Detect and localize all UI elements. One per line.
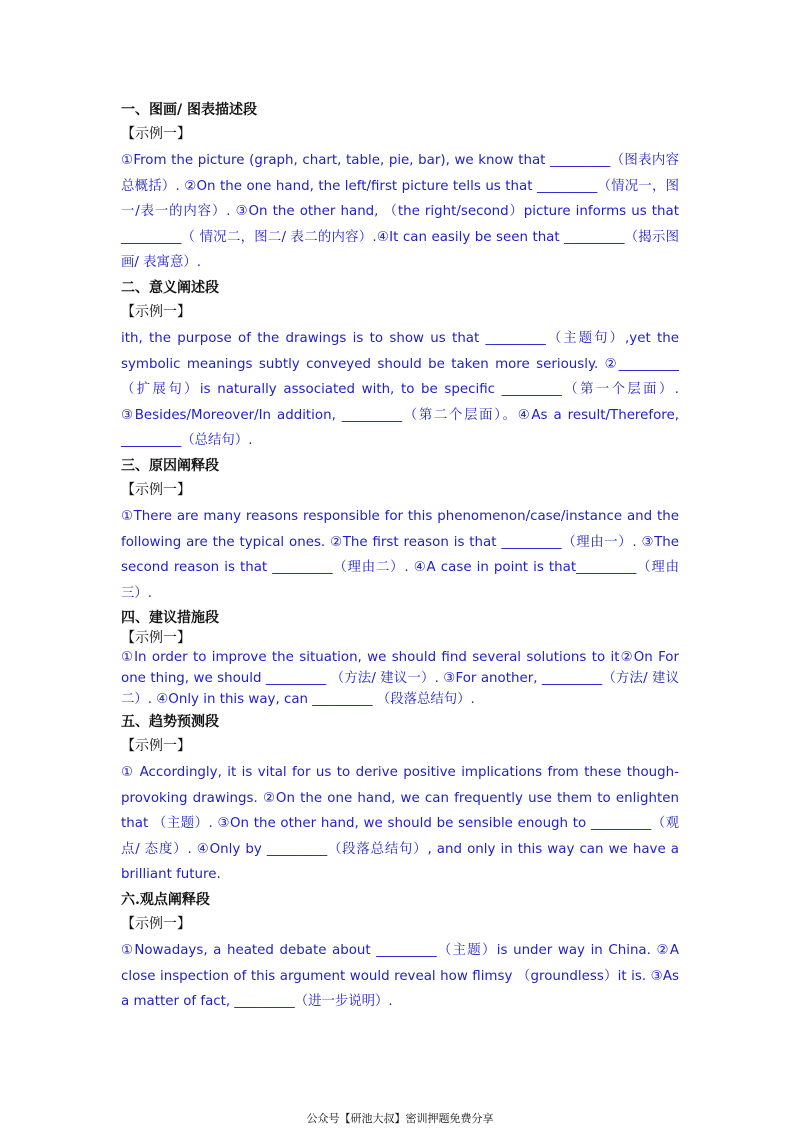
section-text: ①From the picture (graph, chart, table, pie, bar), we know that _________（图表内容总概括）. ②On the one hand, the left/first picture tells us that _________（情况一，图一/表一的内容）. ③On the other hand, （the right/second）picture informs us that _________（ 情况二，图二/ 表二的内容）.④It can easily be seen that _________（揭示图画/ 表寓意）.	[121, 153, 679, 271]
page-footer: 公众号【研池大叔】密训押题免费分享	[306, 1112, 494, 1125]
example-label: 【示例一】	[121, 303, 191, 320]
section-heading: 三、原因阐释段	[121, 457, 219, 474]
section-significance	[121, 278, 679, 454]
section-chart-description	[121, 100, 679, 276]
section-text: ①Nowadays, a heated debate about _________（主题）is under way in China. ②A close inspection of this argument would reveal how flimsy （groundless）it is. ③As a matter of fact, _________（进一步说明）.	[121, 943, 679, 1010]
section-text: ①In order to improve the situation, we should find several solutions to it②On For one thing, we should _________ （方法/ 建议一）. ③For another, _________（方法/ 建议二）. ④Only in this way, can _________ （段落总结句）.	[121, 650, 679, 707]
example-label: 【示例一】	[121, 916, 191, 933]
section-heading: 四、建议措施段	[121, 610, 219, 627]
example-label: 【示例一】	[121, 126, 191, 142]
section-reasons	[121, 456, 679, 606]
section-suggestions	[121, 608, 679, 710]
section-text: ①There are many reasons responsible for this phenomenon/case/instance and the following are the typical ones. ②The first reason is that _________（理由一）. ③The second reason is that _________（理由二）. ④A case in point is that_________（理由三）.	[121, 508, 679, 601]
section-text: ith, the purpose of the drawings is to show us that _________（主题句）,yet the symbolic meanings subtly conveyed should be taken more seriously. ②_________（扩展句）is naturally associated with, to be specific _________（第一个层面）. ③Besides/Moreover/In addition, _________（第二个层面）。④As a result/Therefore, _________（总结句）.	[121, 330, 679, 449]
section-heading: 五、趋势预测段	[121, 714, 219, 731]
section-trend-prediction	[121, 712, 679, 888]
section-viewpoint	[121, 890, 679, 1015]
section-text: ① Accordingly, it is vital for us to derive positive implications from these though-provoking drawings. ②On the one hand, we can frequently use them to enlighten that （主题）. ③On the other hand, we should be sensible enough to _________（观点/ 态度）. ④Only by _________（段落总结句）, and only in this way can we have a brilliant future.	[121, 765, 679, 883]
example-label: 【示例一】	[121, 630, 191, 647]
document-body	[121, 100, 679, 1017]
section-heading: 一、图画/ 图表描述段	[121, 102, 257, 118]
section-heading: 二、意义阐述段	[121, 279, 219, 296]
example-label: 【示例一】	[121, 481, 191, 498]
section-heading: 六.观点阐释段	[121, 892, 210, 909]
example-label: 【示例一】	[121, 738, 191, 755]
